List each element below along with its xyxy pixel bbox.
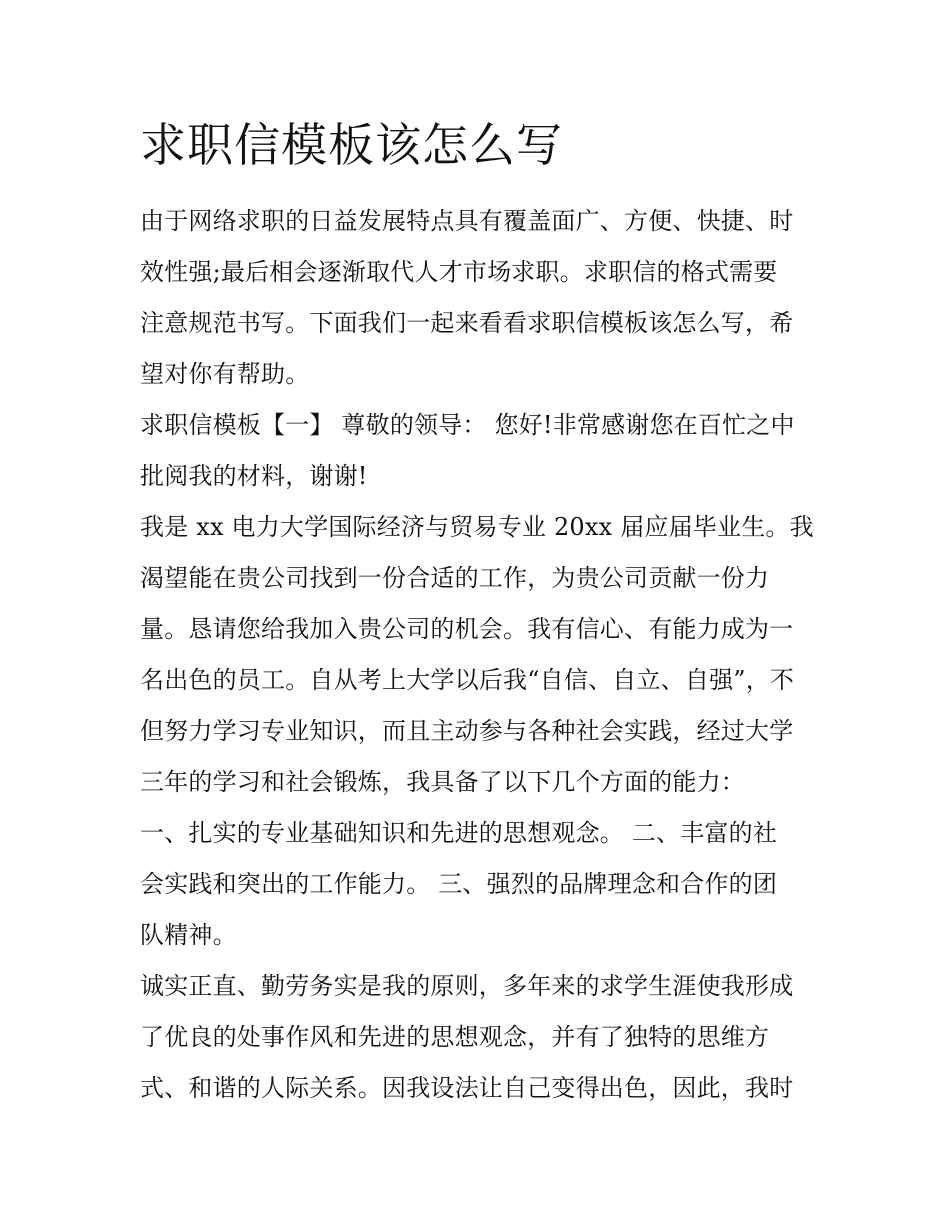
text-line: 名出色的员工。自从考上大学以后我“自信、自立、自强”，不 — [140, 666, 795, 694]
text-line: 批阅我的材料，谢谢! — [140, 462, 368, 490]
paragraph-intro — [140, 196, 820, 400]
text-line: 注意规范书写。下面我们一起来看看求职信模板该怎么写，希 — [140, 309, 794, 337]
paragraph-self-introduction — [140, 502, 820, 808]
text-line: 三年的学习和社会锻炼，我具备了以下几个方面的能力： — [140, 768, 745, 796]
text-line: 式、和谐的人际关系。因我设法让自己变得出色，因此，我时 — [140, 1074, 794, 1102]
text-line: 由于网络求职的日益发展特点具有覆盖面广、方便、快捷、时 — [140, 207, 794, 235]
document-body — [140, 196, 820, 1114]
text-line: 队精神。 — [140, 921, 237, 949]
text-line: 效性强;最后相会逐渐取代人才市场求职。求职信的格式需要 — [140, 258, 778, 286]
text-line: 一、扎实的专业基础知识和先进的思想观念。 二、丰富的社 — [140, 819, 778, 847]
paragraph-template-one — [140, 400, 820, 502]
text-line: 但努力学习专业知识，而且主动参与各种社会实践，经过大学 — [140, 717, 794, 745]
text-line: 求职信模板【一】 尊敬的领导： 您好!非常感谢您在百忙之中 — [140, 411, 795, 439]
paragraph-principles — [140, 961, 820, 1114]
text-line: 会实践和突出的工作能力。 三、强烈的品牌理念和合作的团 — [140, 870, 778, 898]
text-line: 望对你有帮助。 — [140, 360, 310, 388]
page-title: 求职信模板该怎么写 — [140, 118, 563, 172]
paragraph-abilities — [140, 808, 820, 961]
text-line: 诚实正直、勤劳务实是我的原则，多年来的求学生涯使我形成 — [140, 972, 794, 1000]
text-line: 渴望能在贵公司找到一份合适的工作，为贵公司贡献一份力 — [140, 564, 770, 592]
text-line: 我是 xx 电力大学国际经济与贸易专业 20xx 届应届毕业生。我 — [140, 513, 814, 541]
text-line: 量。恳请您给我加入贵公司的机会。我有信心、有能力成为一 — [140, 615, 794, 643]
text-line: 了优良的处事作风和先进的思想观念，并有了独特的思维方 — [140, 1023, 770, 1051]
